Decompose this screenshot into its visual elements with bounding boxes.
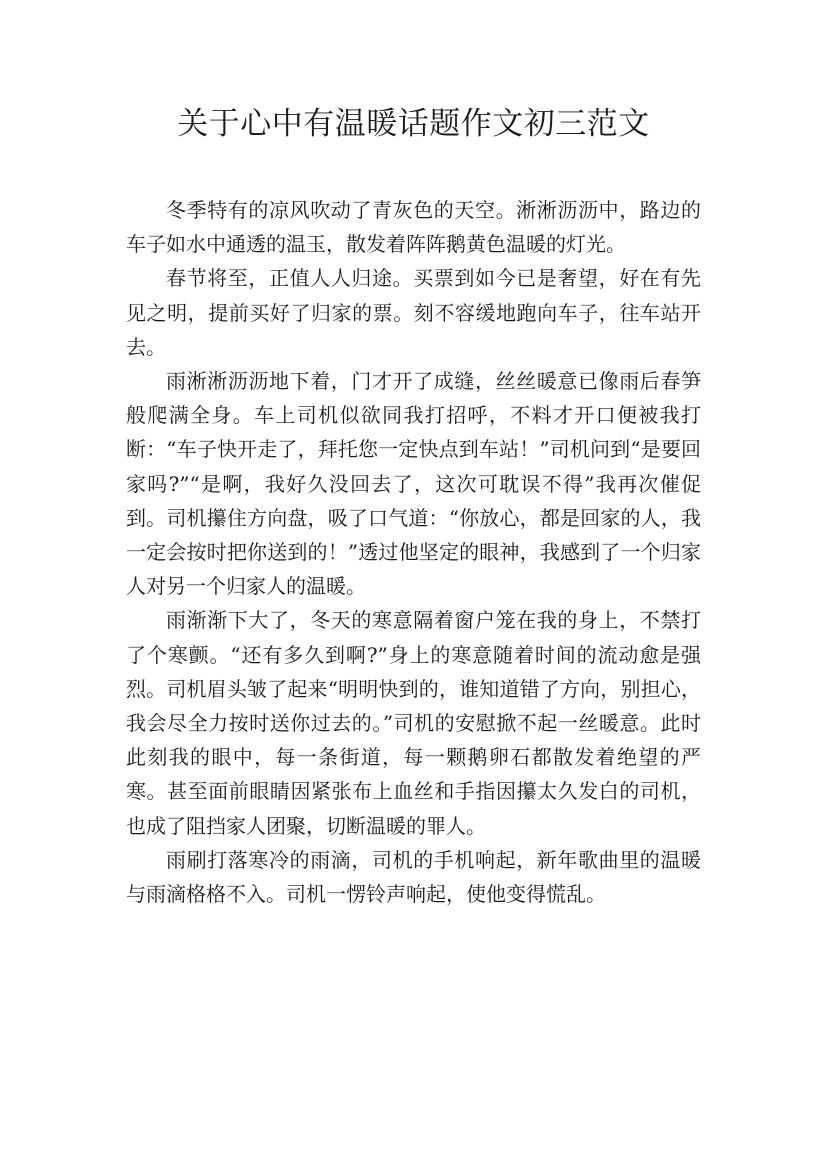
paragraph: 雨渐渐下大了，冬天的寒意隔着窗户笼在我的身上，不禁打了个寒颤。“还有多久到啊?”身上的寒意随着时间的流动愈是强烈。司机眉头皱了起来“明明快到的，谁知道错了方向，别担心，我会尽全力按时送你过去的。”司机的安慰掀不起一丝暖意。此时此刻我的眼中，每一条街道，每一颗鹅卵石都散发着绝望的严寒。甚至面前眼睛因紧张布上血丝和手指因攥太久发白的司机，也成了阻挡家人团聚，切断温暖的罪人。 [126, 608, 701, 838]
document-body [126, 193, 701, 911]
paragraph: 雨淅淅沥沥地下着，门才开了成缝，丝丝暖意已像雨后春笋般爬满全身。车上司机似欲同我打招呼，不料才开口便被我打断：“车子快开走了，拜托您一定快点到车站！”司机问到“是要回家吗?”“是啊，我好久没回去了，这次可耽误不得”我再次催促到。司机攥住方向盘，吸了口气道：“你放心，都是回家的人，我一定会按时把你送到的！”透过他坚定的眼神，我感到了一个归家人对另一个归家人的温暖。 [126, 369, 701, 599]
document-title: 关于心中有温暖话题作文初三范文 [177, 106, 650, 142]
paragraph: 雨刷打落寒冷的雨滴，司机的手机响起，新年歌曲里的温暖与雨滴格格不入。司机一愣铃声响起，使他变得慌乱。 [126, 847, 701, 907]
paragraph: 春节将至，正值人人归途。买票到如今已是奢望，好在有先见之明，提前买好了归家的票。刻不容缓地跑向车子，往车站开去。 [126, 266, 701, 359]
paragraph: 冬季特有的凉风吹动了青灰色的天空。淅淅沥沥中，路边的车子如水中通透的温玉，散发着阵阵鹅黄色温暖的灯光。 [126, 198, 701, 257]
